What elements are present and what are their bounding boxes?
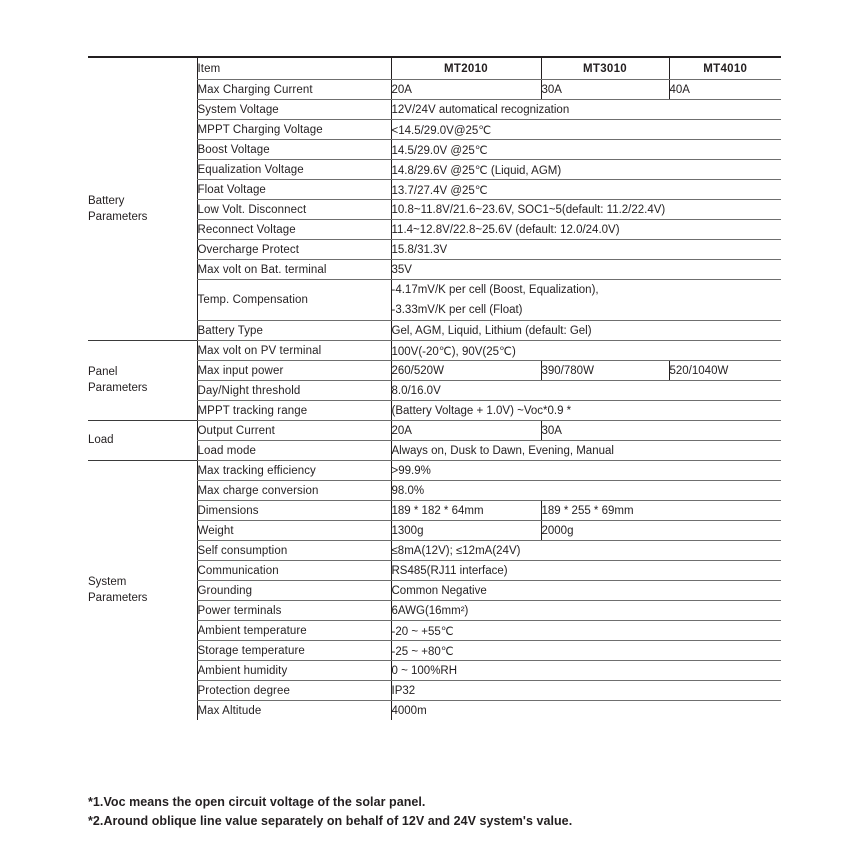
- row-item-label: MPPT Charging Voltage: [197, 120, 391, 140]
- row-value-1: ≤8mA(12V); ≤12mA(24V): [391, 541, 781, 561]
- row-value-1: 20A: [391, 421, 541, 441]
- row-item-label: Protection degree: [197, 681, 391, 701]
- row-item-label: Grounding: [197, 581, 391, 601]
- category-label-line1: Battery: [88, 195, 125, 208]
- specification-table: [88, 56, 781, 720]
- row-value-3: 40A: [669, 80, 781, 100]
- row-value-1: 14.5/29.0V @25℃: [391, 140, 781, 160]
- row-value-1: IP32: [391, 681, 781, 701]
- category-label-1: [88, 80, 197, 341]
- row-item-label: Low Volt. Disconnect: [197, 200, 391, 220]
- row-value-line-2: -3.33mV/K per cell (Float): [391, 304, 523, 317]
- row-item-label: Equalization Voltage: [197, 160, 391, 180]
- row-value-1: -25 ~ +80℃: [391, 641, 781, 661]
- category-label-line1: Load: [88, 433, 114, 446]
- row-value-1: >99.9%: [391, 461, 781, 481]
- category-label-3: [88, 421, 197, 461]
- row-value-1: 260/520W: [391, 361, 541, 381]
- row-item-label: Overcharge Protect: [197, 240, 391, 260]
- category-label-line2: Parameters: [88, 381, 148, 394]
- table-row: [88, 461, 781, 481]
- row-item-label: Load mode: [197, 441, 391, 461]
- row-value-1: 12V/24V automatical recognization: [391, 100, 781, 120]
- category-label-line1: Panel: [88, 366, 118, 379]
- row-value-1: 98.0%: [391, 481, 781, 501]
- header-model-3: MT4010: [669, 57, 781, 80]
- row-value-1: 35V: [391, 260, 781, 280]
- header-item-cell: Item: [197, 57, 391, 80]
- table-row: [88, 421, 781, 441]
- category-label-line2: Parameters: [88, 591, 148, 604]
- row-item-label: Max volt on Bat. terminal: [197, 260, 391, 280]
- footnote-2: *2.Around oblique line value separately on behalf of 12V and 24V system's value.: [88, 814, 573, 829]
- row-item-label: Weight: [197, 521, 391, 541]
- row-item-label: Ambient humidity: [197, 661, 391, 681]
- row-value-1: 14.8/29.6V @25℃ (Liquid, AGM): [391, 160, 781, 180]
- row-item-label: Power terminals: [197, 601, 391, 621]
- row-item-label: Battery Type: [197, 321, 391, 341]
- row-item-label: Storage temperature: [197, 641, 391, 661]
- row-item-label: Max charge conversion: [197, 481, 391, 501]
- row-value-2: 189 * 255 * 69mm: [541, 501, 781, 521]
- row-value-1: 13.7/27.4V @25℃: [391, 180, 781, 200]
- row-item-label: Max Altitude: [197, 701, 391, 721]
- row-value-1: 8.0/16.0V: [391, 381, 781, 401]
- header-model-2: MT3010: [541, 57, 669, 80]
- row-value-1: 10.8~11.8V/21.6~23.6V, SOC1~5(default: 11.2/22.4V): [391, 200, 781, 220]
- row-item-label: Dimensions: [197, 501, 391, 521]
- row-item-label: Output Current: [197, 421, 391, 441]
- row-item-label: Communication: [197, 561, 391, 581]
- row-value-1: Gel, AGM, Liquid, Lithium (default: Gel): [391, 321, 781, 341]
- footnote-1: *1.Voc means the open circuit voltage of the solar panel.: [88, 795, 426, 809]
- row-value-line-1: -4.17mV/K per cell (Boost, Equalization),: [391, 284, 599, 296]
- row-value-1: 15.8/31.3V: [391, 240, 781, 260]
- table-header-row: [88, 57, 781, 80]
- footnotes: [88, 793, 788, 832]
- row-item-label: Day/Night threshold: [197, 381, 391, 401]
- row-value-1: [391, 280, 781, 321]
- row-value-1: RS485(RJ11 interface): [391, 561, 781, 581]
- row-value-1: 189 * 182 * 64mm: [391, 501, 541, 521]
- row-value-1: 11.4~12.8V/22.8~25.6V (default: 12.0/24.0V): [391, 220, 781, 240]
- row-value-2: 30A: [541, 80, 669, 100]
- row-item-label: System Voltage: [197, 100, 391, 120]
- row-item-label: Boost Voltage: [197, 140, 391, 160]
- table-row: [88, 341, 781, 361]
- category-label-line2: Parameters: [88, 210, 148, 223]
- row-value-2: 30A: [541, 421, 781, 441]
- row-value-1: Always on, Dusk to Dawn, Evening, Manual: [391, 441, 781, 461]
- row-item-label: Float Voltage: [197, 180, 391, 200]
- row-item-label: Max tracking efficiency: [197, 461, 391, 481]
- category-label-line1: System: [88, 576, 127, 589]
- category-label-4: [88, 461, 197, 721]
- row-value-1: 0 ~ 100%RH: [391, 661, 781, 681]
- row-value-3: 520/1040W: [669, 361, 781, 381]
- row-value-1: 100V(-20℃), 90V(25℃): [391, 341, 781, 361]
- row-value-2: 390/780W: [541, 361, 669, 381]
- row-item-label: MPPT tracking range: [197, 401, 391, 421]
- row-item-label: Max input power: [197, 361, 391, 381]
- row-value-1: 4000m: [391, 701, 781, 721]
- specification-table-container: [88, 56, 781, 720]
- row-value-1: -20 ~ +55℃: [391, 621, 781, 641]
- row-value-1: 6AWG(16mm²): [391, 601, 781, 621]
- row-item-label: Max Charging Current: [197, 80, 391, 100]
- row-item-label: Ambient temperature: [197, 621, 391, 641]
- row-value-1: (Battery Voltage + 1.0V) ~Voc*0.9 *: [391, 401, 781, 421]
- table-row: [88, 80, 781, 100]
- row-item-label: Temp. Compensation: [197, 280, 391, 321]
- row-value-1: 1300g: [391, 521, 541, 541]
- row-value-1: 20A: [391, 80, 541, 100]
- row-value-1: Common Negative: [391, 581, 781, 601]
- row-item-label: Self consumption: [197, 541, 391, 561]
- row-item-label: Reconnect Voltage: [197, 220, 391, 240]
- row-value-2: 2000g: [541, 521, 781, 541]
- row-value-1: <14.5/29.0V@25℃: [391, 120, 781, 140]
- row-item-label: Max volt on PV terminal: [197, 341, 391, 361]
- header-model-1: MT2010: [391, 57, 541, 80]
- header-category-cell: [88, 57, 197, 80]
- category-label-2: [88, 341, 197, 421]
